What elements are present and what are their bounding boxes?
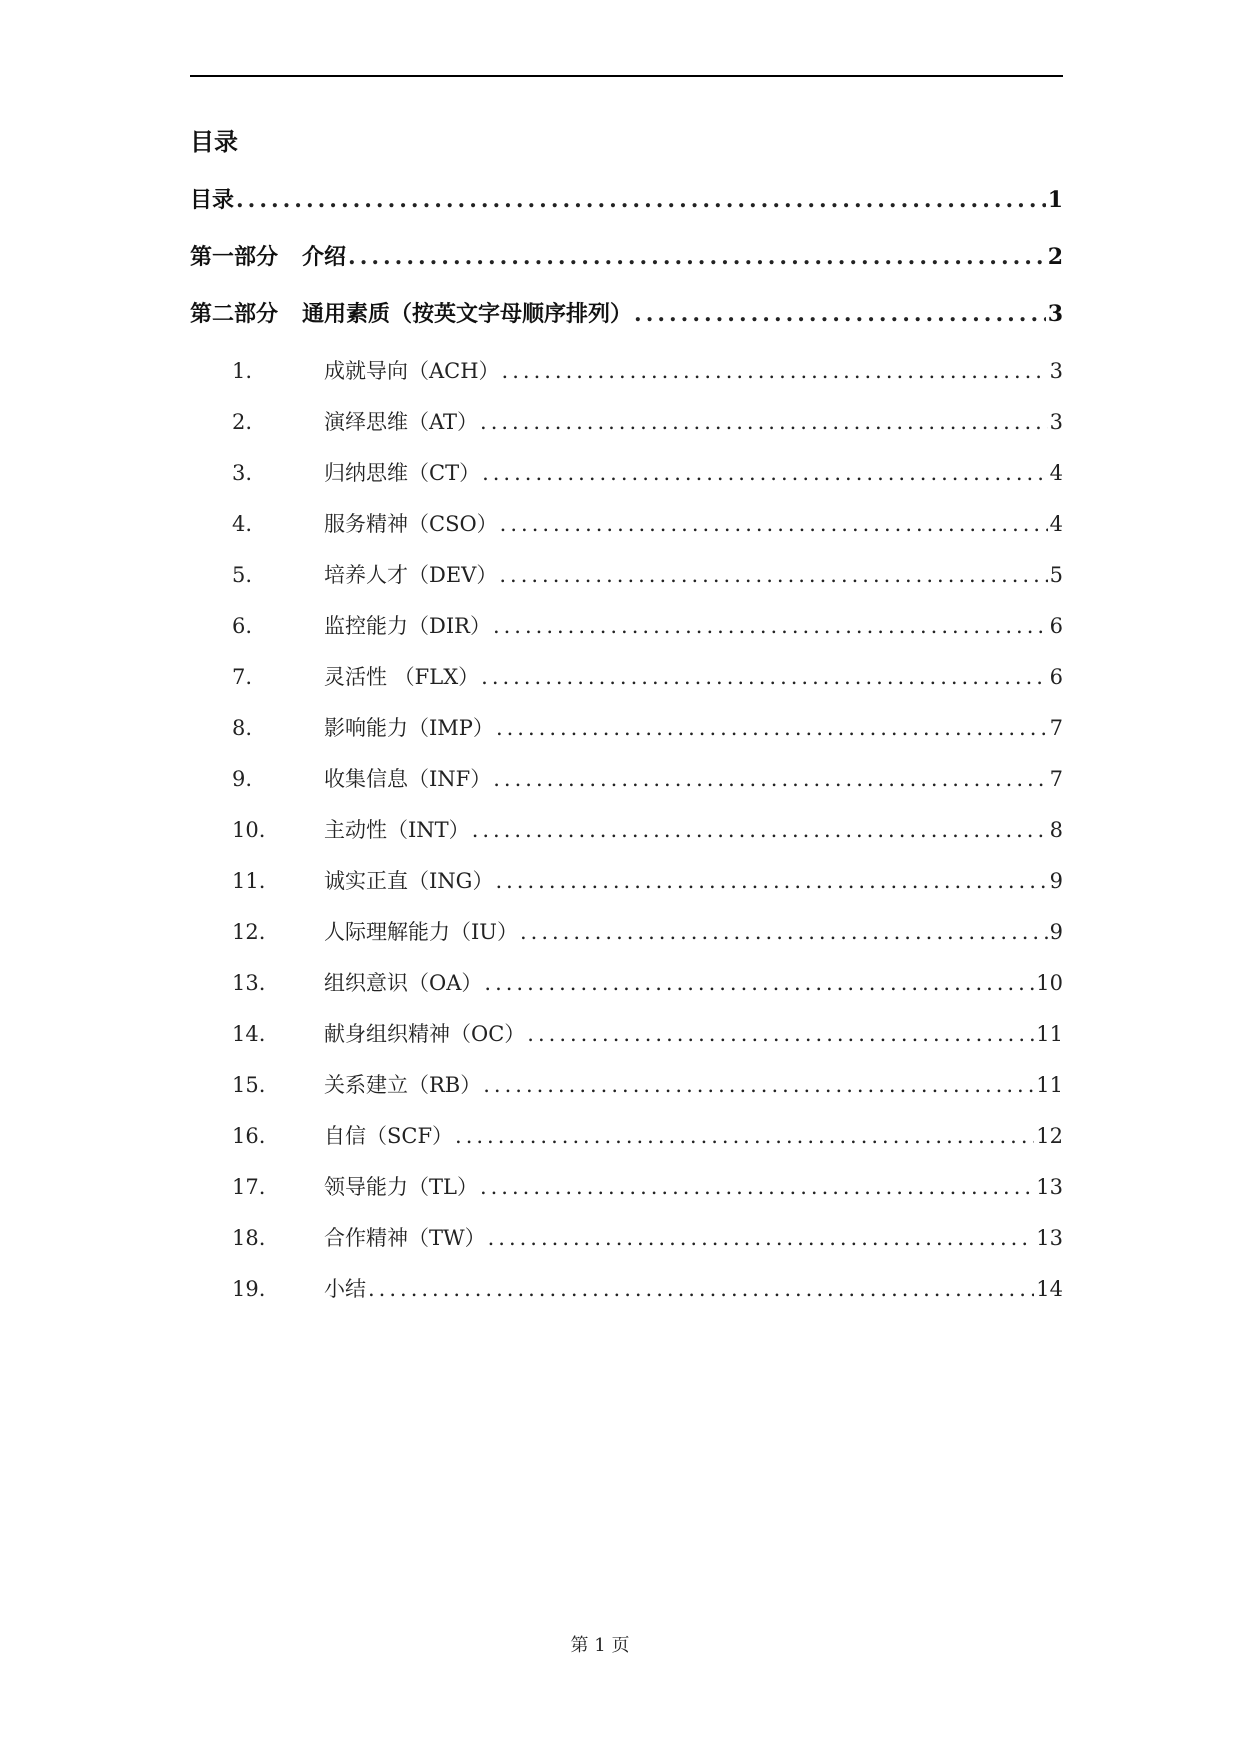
- toc-subentry-page: 3: [1049, 410, 1063, 434]
- toc-subentry-number: 3.: [232, 461, 253, 485]
- toc-subentry-number: 8.: [232, 716, 253, 740]
- dot-leader: [527, 1016, 1034, 1052]
- dot-leader: [488, 1220, 1035, 1256]
- toc-subentry-page: 11: [1036, 1022, 1063, 1046]
- toc-subentry-title: 献身组织精神（OC）: [324, 1022, 526, 1046]
- toc-subentry-title: 小结: [324, 1277, 366, 1301]
- toc-entry-part: 第二部分: [190, 301, 279, 327]
- toc-subentry-page: 14: [1036, 1277, 1063, 1301]
- toc-subentry-number: 17.: [232, 1175, 266, 1199]
- dot-leader: [236, 182, 1046, 218]
- dot-leader: [496, 710, 1048, 746]
- toc-subentry-title: 收集信息（INF）: [324, 767, 492, 791]
- toc-list: [190, 182, 1063, 1322]
- toc-subentry-page: 7: [1049, 716, 1063, 740]
- toc-subentry-number: 10.: [232, 818, 266, 842]
- toc-subentry[interactable]: [190, 659, 1063, 710]
- toc-subentry[interactable]: [190, 761, 1063, 812]
- toc-subentry-page: 4: [1049, 461, 1063, 485]
- toc-subentry-title: 演绎思维（AT）: [324, 410, 479, 434]
- dot-leader: [482, 455, 1048, 491]
- toc-subentry-number: 14.: [232, 1022, 266, 1046]
- dot-leader: [480, 1169, 1034, 1205]
- toc-entry-title: 目录: [190, 187, 235, 213]
- toc-subentry-page: 6: [1049, 665, 1063, 689]
- toc-subentry-title: 主动性（INT）: [324, 818, 470, 842]
- dot-leader: [634, 296, 1046, 332]
- toc-subentry-page: 6: [1049, 614, 1063, 638]
- toc-entry-page: 2: [1047, 244, 1063, 270]
- toc-subentry[interactable]: [190, 965, 1063, 1016]
- dot-leader: [493, 608, 1048, 644]
- toc-subentry-number: 4.: [232, 512, 253, 536]
- toc-entry-title: 通用素质（按英文字母顺序排列）: [302, 301, 633, 327]
- toc-subentry[interactable]: [190, 455, 1063, 506]
- toc-entry-part-two[interactable]: [190, 296, 1063, 353]
- toc-subentry-number: 11.: [232, 869, 266, 893]
- toc-subentry-page: 12: [1036, 1124, 1063, 1148]
- dot-leader: [348, 239, 1046, 275]
- toc-entry-contents[interactable]: [190, 182, 1063, 239]
- toc-subentry-number: 9.: [232, 767, 253, 791]
- toc-subentry-page: 7: [1049, 767, 1063, 791]
- toc-subentry-page: 10: [1036, 971, 1063, 995]
- dot-leader: [484, 965, 1034, 1001]
- toc-subentry-number: 6.: [232, 614, 253, 638]
- toc-subentry-page: 9: [1049, 869, 1063, 893]
- toc-subentry-number: 13.: [232, 971, 266, 995]
- dot-leader: [455, 1118, 1034, 1154]
- toc-subentry-page: 13: [1036, 1226, 1063, 1250]
- toc-subentry[interactable]: [190, 353, 1063, 404]
- dot-leader: [495, 863, 1047, 899]
- toc-subentry-title: 成就导向（ACH）: [324, 359, 500, 383]
- toc-subentry-number: 18.: [232, 1226, 266, 1250]
- toc-subentry[interactable]: [190, 404, 1063, 455]
- dot-leader: [368, 1271, 1034, 1307]
- toc-subentry-page: 3: [1049, 359, 1063, 383]
- toc-subentry-number: 1.: [232, 359, 253, 383]
- toc-entry-page: 3: [1047, 301, 1063, 327]
- toc-subentry-number: 7.: [232, 665, 253, 689]
- toc-subentry-number: 15.: [232, 1073, 266, 1097]
- page-number-footer: 第 1 页: [570, 1635, 630, 1656]
- toc-subentry[interactable]: [190, 710, 1063, 761]
- toc-subentry-title: 归纳思维（CT）: [324, 461, 481, 485]
- toc-subentry[interactable]: [190, 914, 1063, 965]
- toc-subentry-page: 5: [1049, 563, 1063, 587]
- toc-entry-part: 第一部分: [190, 244, 279, 270]
- toc-subentry-title: 监控能力（DIR）: [324, 614, 491, 638]
- toc-subentry-page: 8: [1049, 818, 1063, 842]
- toc-subentry[interactable]: [190, 863, 1063, 914]
- dot-leader: [481, 659, 1047, 695]
- toc-entry-title: 介绍: [302, 244, 347, 270]
- toc-subentry-title: 服务精神（CSO）: [324, 512, 498, 536]
- toc-subentry[interactable]: [190, 608, 1063, 659]
- toc-subentry[interactable]: [190, 1220, 1063, 1271]
- toc-subentry-title: 诚实正直（ING）: [324, 869, 494, 893]
- toc-subentry[interactable]: [190, 1169, 1063, 1220]
- toc-subentry-title: 自信（SCF）: [324, 1124, 454, 1148]
- toc-subentry[interactable]: [190, 812, 1063, 863]
- toc-subentry-number: 16.: [232, 1124, 266, 1148]
- dot-leader: [483, 1067, 1034, 1103]
- toc-subentry-title: 关系建立（RB）: [324, 1073, 482, 1097]
- toc-subentry[interactable]: [190, 1271, 1063, 1322]
- toc-subentry-number: 12.: [232, 920, 266, 944]
- dot-leader: [472, 812, 1048, 848]
- toc-subentry[interactable]: [190, 1016, 1063, 1067]
- dot-leader: [493, 761, 1047, 797]
- toc-subentry-number: 5.: [232, 563, 253, 587]
- toc-subentry-number: 2.: [232, 410, 253, 434]
- toc-subentry-title: 组织意识（OA）: [324, 971, 483, 995]
- toc-subentry-title: 影响能力（IMP）: [324, 716, 494, 740]
- toc-heading: 目录: [190, 127, 238, 156]
- toc-entry-page: 1: [1047, 187, 1063, 213]
- toc-subentry[interactable]: [190, 1067, 1063, 1118]
- toc-subentry-page: 4: [1049, 512, 1063, 536]
- toc-subentry[interactable]: [190, 557, 1063, 608]
- toc-entry-part-one[interactable]: [190, 239, 1063, 296]
- toc-subentry-number: 19.: [232, 1277, 266, 1301]
- toc-subentry-title: 培养人才（DEV）: [324, 563, 498, 587]
- toc-subentry[interactable]: [190, 1118, 1063, 1169]
- dot-leader: [480, 404, 1048, 440]
- toc-subentry-title: 领导能力（TL）: [324, 1175, 478, 1199]
- dot-leader: [499, 557, 1047, 593]
- toc-subentry-page: 9: [1049, 920, 1063, 944]
- dot-leader: [502, 353, 1048, 389]
- toc-subentry-title: 人际理解能力（IU）: [324, 920, 518, 944]
- toc-subentry-page: 13: [1036, 1175, 1063, 1199]
- dot-leader: [500, 506, 1048, 542]
- toc-subentry-title: 灵活性 （FLX）: [324, 665, 480, 689]
- toc-subentry[interactable]: [190, 506, 1063, 557]
- toc-subentry-title: 合作精神（TW）: [324, 1226, 486, 1250]
- dot-leader: [520, 914, 1048, 950]
- toc-subentry-page: 11: [1036, 1073, 1063, 1097]
- header-rule: [190, 75, 1063, 77]
